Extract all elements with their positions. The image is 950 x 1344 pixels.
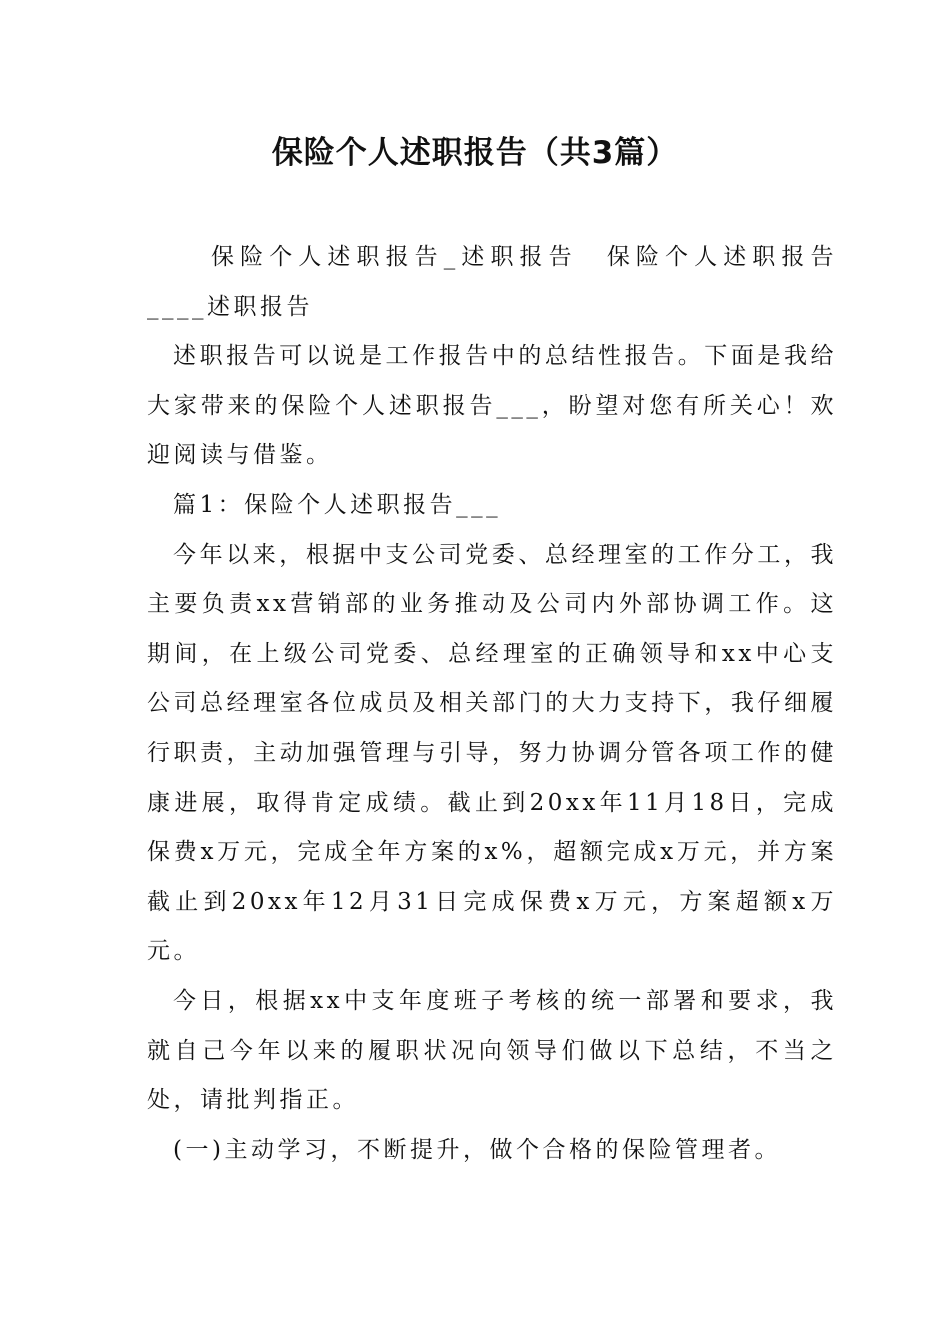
section-heading: 篇1：保险个人述职报告___	[173, 491, 502, 518]
list-item-heading: (一)主动学习，不断提升，做个合格的保险管理者。	[173, 1136, 781, 1163]
body-paragraph: 今年以来，根据中支公司党委、总经理室的工作分工，我主要负责xx营销部的业务推动及公司内外部协调工作。这期间，在上级公司党委、总经理室的正确领导和xx中心支公司总经理室各位成员及相关部门的大力支持下，我仔细履行职责，主动加强管理与引导，努力协调分管各项工作的健康进展，取得肯定成绩。截止到20xx年11月18日，完成保费x万元，完成全年方案的x%，超额完成x万元，并方案截止到20xx年12月31日完成保费x万元，方案超额x万元。	[147, 541, 837, 965]
intro-paragraph: 保险个人述职报告_述职报告 保险个人述职报告____述职报告	[147, 244, 837, 320]
document-body	[147, 233, 837, 1175]
body-paragraph: 今日，根据xx中支年度班子考核的统一部署和要求，我就自己今年以来的履职状况向领导们做以下总结，不当之处，请批判指正。	[147, 987, 837, 1114]
document-title: 保险个人述职报告（共3篇）	[271, 135, 679, 171]
summary-paragraph: 述职报告可以说是工作报告中的总结性报告。下面是我给大家带来的保险个人述职报告___，盼望对您有所关心！欢迎阅读与借鉴。	[147, 343, 837, 469]
